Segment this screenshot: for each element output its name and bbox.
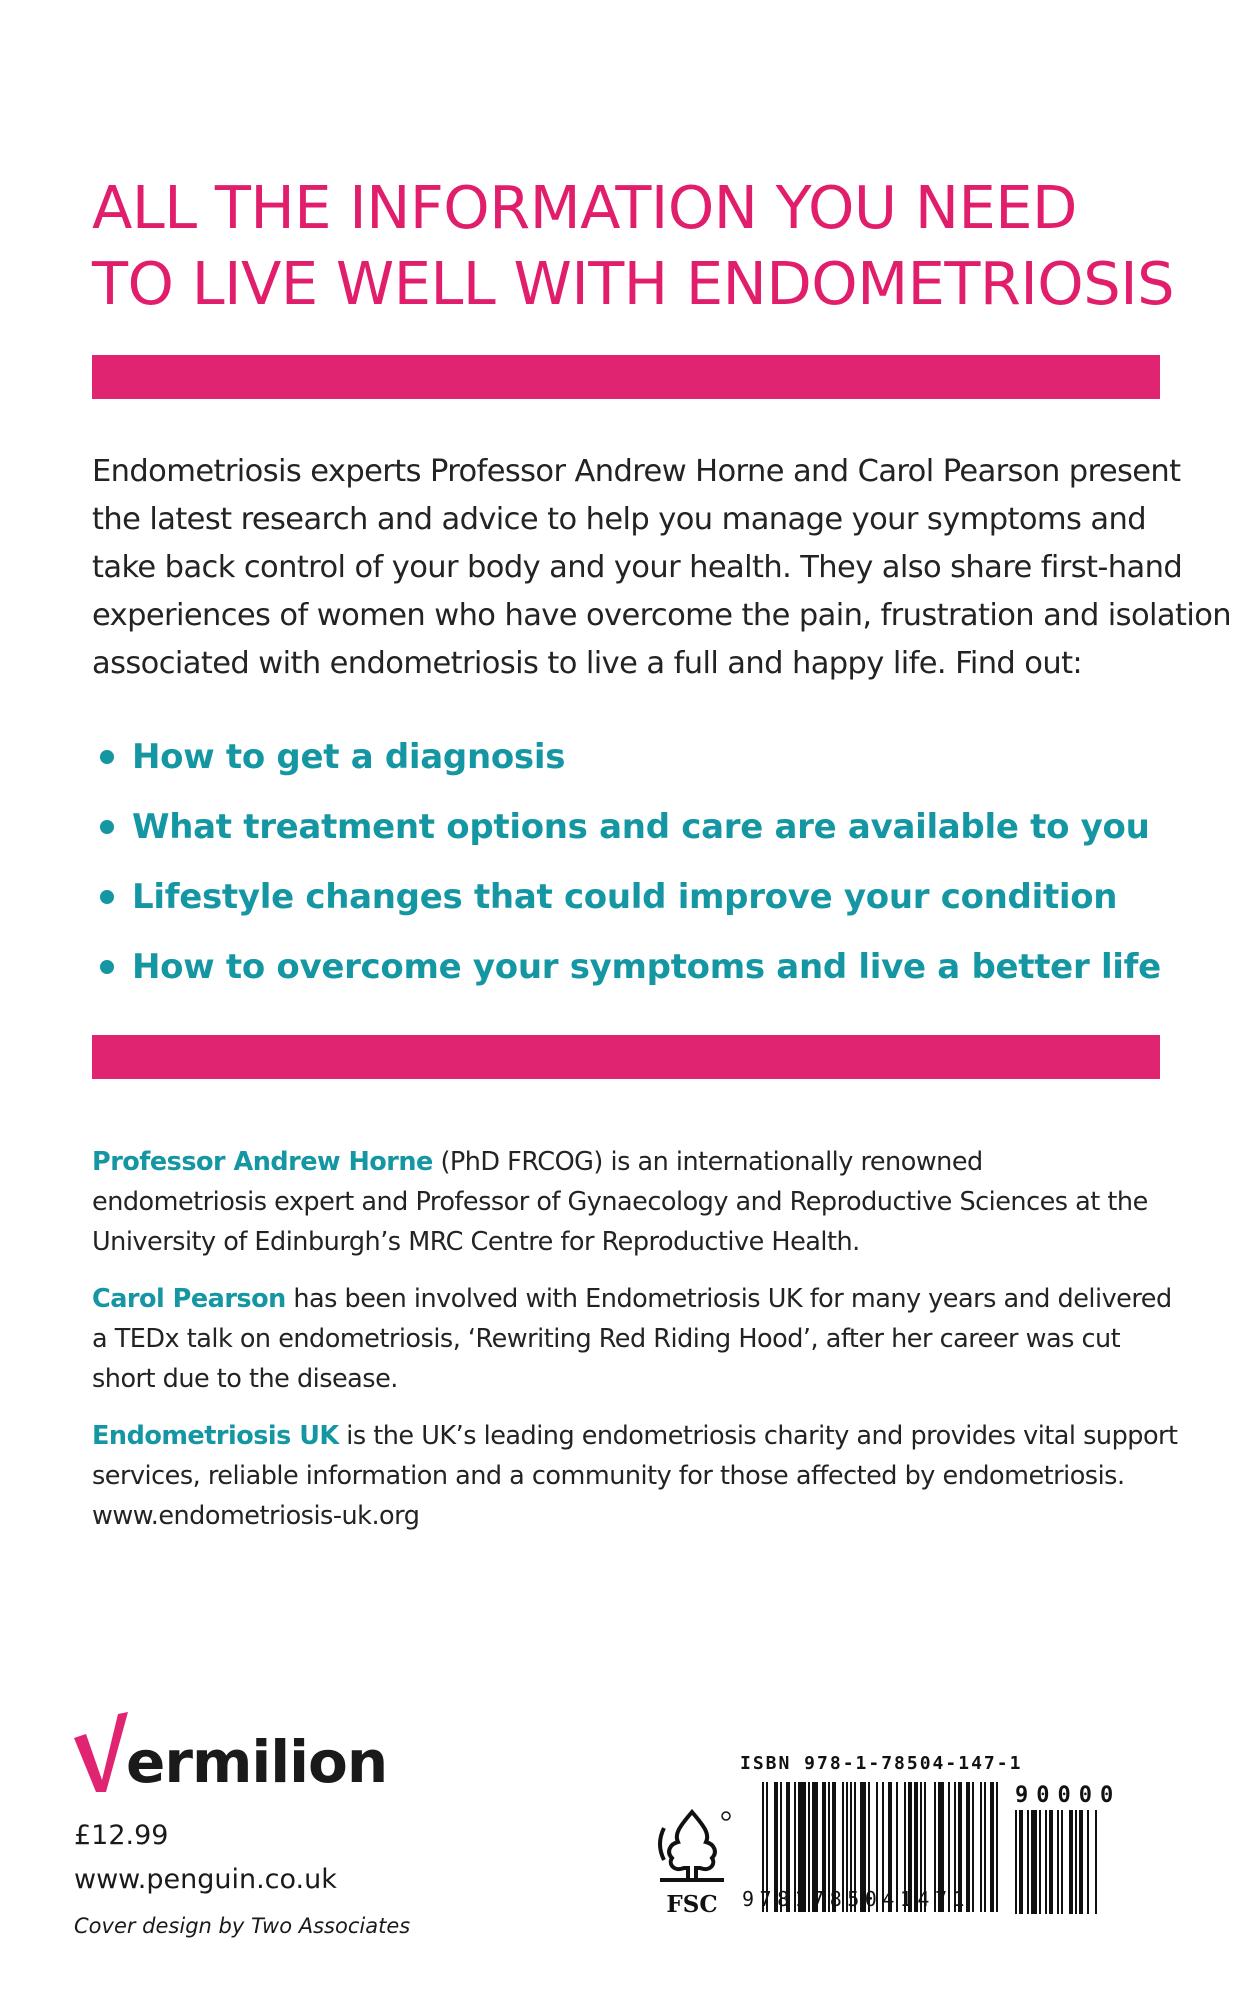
intro-line-2: the latest research and advice to help you manage your symptoms and [92,502,1147,537]
barcode-bar [1095,1810,1097,1914]
bio-name: Professor Andrew Horne [92,1147,433,1177]
bio-text: services, reliable information and a community for those affected by endometriosis. [92,1461,1125,1491]
bio-text: University of Edinburgh’s MRC Centre for Reproductive Health. [92,1227,860,1257]
publisher-website: www.penguin.co.uk [74,1864,337,1895]
bio-text: a TEDx talk on endometriosis, ‘Rewriting Red Riding Hood’, after her career was cut [92,1324,1121,1354]
bio-text: has been involved with Endometriosis UK for many years and delivered [285,1284,1172,1314]
headline-line-1: ALL THE INFORMATION YOU NEED [92,173,1077,242]
intro-paragraph [92,448,1232,688]
bullet-icon [100,750,114,764]
bio-text: short due to the disease. [92,1364,398,1394]
price: £12.99 [74,1820,169,1851]
intro-line-3: take back control of your body and your health. They also share first-hand [92,550,1183,585]
logo-text: ermilion [126,1728,388,1796]
list-item [92,722,1161,792]
bio-name: Endometriosis UK [92,1421,339,1451]
bio-name: Carol Pearson [92,1284,286,1314]
barcode-addon-digits: 90000 [1015,1783,1122,1808]
list-item [92,862,1161,932]
intro-line-5: associated with endometriosis to live a full and happy life. Find out: [92,646,1083,681]
charity-website: www.endometriosis-uk.org [92,1501,420,1531]
headline [92,170,1174,322]
bio-carol-pearson [92,1279,1212,1399]
bullet-icon [100,890,114,904]
bio-text: endometriosis expert and Professor of Gynaecology and Reproductive Sciences at the [92,1187,1148,1217]
bio-text: (PhD FRCOG) is an internationally renowned [432,1147,983,1177]
cover-credit: Cover design by Two Associates [74,1914,411,1938]
author-bios [92,1142,1212,1553]
barcode-addon [1015,1810,1097,1914]
bullet-text: What treatment options and care are available to you [132,807,1150,847]
bio-text: is the UK’s leading endometriosis charity and provides vital support [338,1421,1178,1451]
bio-andrew-horne [92,1142,1212,1262]
fsc-logo [646,1808,738,1919]
footer-info [74,1814,410,1946]
bullet-icon [100,960,114,974]
headline-line-2: TO LIVE WELL WITH ENDOMETRIOSIS [92,249,1175,318]
intro-line-4: experiences of women who have overcome the pain, frustration and isolation [92,598,1232,633]
list-item [92,792,1161,862]
bullet-text: How to overcome your symptoms and live a better life [132,947,1161,987]
vermilion-v-icon [72,1708,130,1796]
list-item [92,932,1161,1002]
isbn-label: ISBN 978-1-78504-147-1 [740,1753,1023,1774]
pink-divider-bottom [92,1035,1160,1079]
bio-endometriosis-uk [92,1416,1212,1536]
fsc-label: FSC [666,1891,718,1918]
bullet-text: How to get a diagnosis [132,737,566,777]
barcode-digits: 9781785041471 [742,1887,971,1911]
vermilion-logo [72,1706,387,1796]
bullet-icon [100,820,114,834]
bullet-list [92,722,1161,1002]
pink-divider-top [92,355,1160,399]
fsc-tree-icon [652,1808,732,1886]
intro-line-1: Endometriosis experts Professor Andrew Horne and Carol Pearson present [92,454,1181,489]
bullet-text: Lifestyle changes that could improve your condition [132,877,1118,917]
